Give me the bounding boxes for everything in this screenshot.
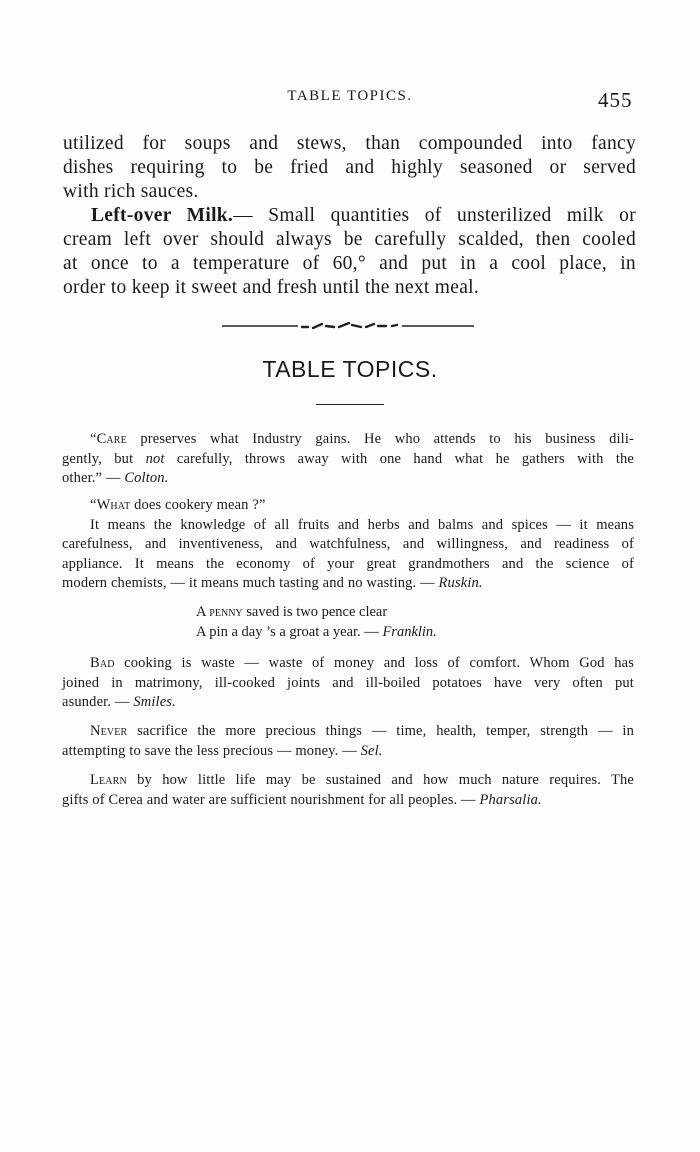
text-line: with rich sauces. xyxy=(63,181,199,202)
text-line xyxy=(62,496,634,516)
text-fragment: preserves what Industry gains. He who attends to his business dili- xyxy=(126,431,634,447)
attribution: Smiles. xyxy=(133,694,176,710)
text-line xyxy=(62,771,634,791)
attribution: Ruskin. xyxy=(438,575,483,591)
text-line: dishes requiring to be fried and highly seasoned or served xyxy=(63,157,636,178)
section-title: TABLE TOPICS. xyxy=(262,356,438,382)
lead-word: Learn xyxy=(90,772,127,788)
text-fragment: other.” — xyxy=(62,470,125,486)
text-fragment: — Small quantities of unsterilized milk or xyxy=(233,205,636,226)
text-fragment: cooking is waste — waste of money and loss of comfort. Whom God has xyxy=(114,655,634,671)
attribution: Colton. xyxy=(124,470,169,486)
open-quote: “ xyxy=(90,431,97,447)
text-line xyxy=(63,204,636,228)
emphasis: not xyxy=(145,450,165,467)
verse-line xyxy=(196,603,437,623)
running-head: TABLE TOPICS. xyxy=(287,88,413,104)
text-fragment: gifts of Cerea and water are sufficient nourishment for all peoples. — xyxy=(62,791,480,808)
text-line: at once to a temperature of 60,° and put in a cool place, in xyxy=(63,253,636,274)
attribution: Pharsalia. xyxy=(479,791,542,808)
text-fragment: sacrifice the more precious things — time, health, temper, strength — in xyxy=(127,723,634,739)
text-line: utilized for soups and stews, than compounded into fancy xyxy=(63,133,636,154)
text-fragment: asunder. — xyxy=(62,694,134,710)
text-fragment: gently, but xyxy=(62,450,146,467)
quote-bad-cooking xyxy=(62,654,634,713)
text-line xyxy=(62,450,634,470)
verse-line xyxy=(196,623,437,643)
text-line xyxy=(62,574,634,594)
lead-word: Bad xyxy=(90,655,115,671)
text-line: order to keep it sweet and fresh until the next meal. xyxy=(63,277,480,298)
quote-learn xyxy=(62,771,634,810)
text-line xyxy=(62,742,634,762)
open-quote: “ xyxy=(90,497,97,513)
text-line: It means the knowledge of all fruits and herbs and balms and spices — it means xyxy=(90,516,634,533)
lead-word: Never xyxy=(90,723,128,739)
continuation-paragraph xyxy=(63,132,636,204)
text-fragment: modern chemists, — it means much tasting and no wasting. — xyxy=(62,575,439,591)
text-line xyxy=(62,791,634,811)
text-fragment: does cookery mean ?” xyxy=(130,497,266,513)
quote-never xyxy=(62,722,634,761)
lead-word: Care xyxy=(96,431,127,447)
text-fragment: A pin a day ’s a groat a year. — xyxy=(196,623,383,640)
lead-word: A penny xyxy=(196,604,243,620)
text-line xyxy=(62,654,634,674)
attribution: Sel. xyxy=(360,742,383,759)
text-line: joined in matrimony, ill-cooked joints and ill-boiled potatoes have very often put xyxy=(62,674,634,691)
text-line xyxy=(62,430,634,450)
text-fragment: attempting to save the less precious — money. — xyxy=(62,742,361,759)
page-number: 455 xyxy=(598,88,633,112)
quote-care xyxy=(62,430,634,489)
text-line xyxy=(62,693,634,713)
lead-word: What xyxy=(96,497,131,513)
leftover-milk-paragraph xyxy=(63,204,636,300)
leftover-milk-term: Left-over Milk. xyxy=(91,205,234,226)
text-fragment: by how little life may be sustained and how much nature requires. The xyxy=(126,772,634,788)
text-line xyxy=(62,469,634,489)
quote-cookery xyxy=(62,496,634,594)
text-fragment: saved is two pence clear xyxy=(242,604,388,620)
section-ornament xyxy=(222,320,474,332)
text-line: carefulness, and inventiveness, and watchfulness, and willingness, and readiness of xyxy=(62,536,634,552)
text-line: appliance. It means the economy of your great grandmothers and the science of xyxy=(62,555,634,572)
text-line xyxy=(62,722,634,742)
text-line: cream left over should always be carefully scalded, then cooled xyxy=(63,229,636,250)
attribution: Franklin. xyxy=(382,623,437,640)
verse-franklin xyxy=(196,603,437,642)
text-fragment: carefully, throws away with one hand what he gathers with the xyxy=(164,450,634,467)
title-rule xyxy=(316,404,384,405)
